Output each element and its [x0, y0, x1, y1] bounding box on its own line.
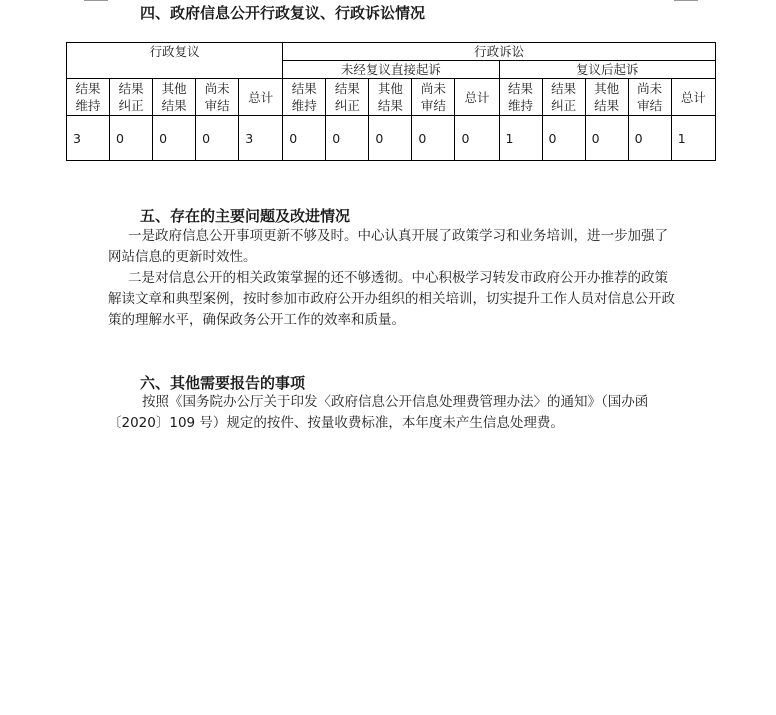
column-header-line: 其他 [161, 81, 187, 96]
header-admin-litigation: 行政诉讼 [283, 43, 716, 61]
column-header-line: 尚未 [204, 81, 230, 96]
review-litigation-table [66, 42, 716, 161]
column-header-14 [628, 79, 671, 116]
column-header-line: 总计 [464, 89, 490, 105]
column-header-line: 维持 [291, 98, 317, 113]
column-header-7 [326, 79, 369, 116]
column-header-10 [455, 79, 499, 116]
value-cell-5: 3 [239, 116, 283, 161]
column-header-line: 结果 [161, 98, 187, 113]
column-header-9 [412, 79, 455, 116]
column-header-line: 尚未 [637, 81, 663, 96]
section5-paragraph-2: 二是对信息公开的相关政策掌握的还不够透彻。中心积极学习转发市政府公开办推荐的政策解读文章和典型案例，按时参加市政府公开办组织的相关培训，切实提升工作人员对信息公开政策的理解水平，确保政务公开工作的效率和质量。 [108, 270, 675, 328]
section5-title: 五、存在的主要问题及改进情况 [140, 207, 351, 225]
column-header-2 [110, 79, 153, 116]
column-header-line: 其他 [377, 81, 403, 96]
column-header-line: 维持 [508, 98, 534, 113]
column-header-15 [671, 79, 715, 116]
column-header-line: 结果 [75, 81, 101, 96]
value-cell-4: 0 [196, 116, 239, 161]
column-header-line: 审结 [420, 98, 446, 113]
header-admin-review: 行政复议 [67, 43, 283, 79]
column-header-line: 纠正 [551, 98, 577, 113]
column-header-line: 总计 [248, 89, 274, 105]
section6-paragraph-1: 按照《国务院办公厅关于印发〈政府信息公开信息处理费管理办法〉的通知》（国办函〔2020〕109 号）规定的按件、按量收费标准，本年度未产生信息处理费。 [108, 394, 649, 431]
value-cell-1: 3 [67, 116, 110, 161]
value-cell-3: 0 [153, 116, 196, 161]
column-header-line: 结果 [551, 81, 577, 96]
column-header-line: 结果 [334, 81, 360, 96]
table-body [67, 43, 716, 161]
section4-title: 四、政府信息公开行政复议、行政诉讼情况 [140, 4, 426, 22]
column-header-line: 审结 [204, 98, 230, 113]
section6-title: 六、其他需要报告的事项 [140, 374, 306, 392]
column-header-line: 纠正 [118, 98, 144, 113]
value-cell-8: 0 [369, 116, 412, 161]
value-cell-7: 0 [326, 116, 369, 161]
value-cell-12: 0 [542, 116, 585, 161]
column-header-line: 纠正 [334, 98, 360, 113]
column-header-line: 结果 [291, 81, 317, 96]
column-header-line: 维持 [75, 98, 101, 113]
value-row [67, 116, 716, 161]
column-header-line: 结果 [377, 98, 403, 113]
column-header-13 [585, 79, 628, 116]
value-cell-13: 0 [585, 116, 628, 161]
column-header-line: 其他 [594, 81, 620, 96]
column-header-line: 审结 [637, 98, 663, 113]
column-header-11 [499, 79, 542, 116]
section5-paragraph-1: 一是政府信息公开事项更新不够及时。中心认真开展了政策学习和业务培训，进一步加强了网站信息的更新时效性。 [108, 228, 668, 265]
subheader-direct-suit: 未经复议直接起诉 [283, 61, 499, 79]
column-header-6 [283, 79, 326, 116]
column-header-5 [239, 79, 283, 116]
subheader-after-review-suit: 复议后起诉 [499, 61, 716, 79]
column-header-line: 结果 [508, 81, 534, 96]
value-cell-11: 1 [499, 116, 542, 161]
column-header-8 [369, 79, 412, 116]
column-header-line: 结果 [118, 81, 144, 96]
column-header-line: 尚未 [420, 81, 446, 96]
value-cell-15: 1 [671, 116, 715, 161]
value-cell-9: 0 [412, 116, 455, 161]
value-cell-2: 0 [110, 116, 153, 161]
column-header-12 [542, 79, 585, 116]
column-header-row [67, 79, 716, 116]
top-rule-right [674, 0, 698, 1]
column-header-line: 结果 [594, 98, 620, 113]
value-cell-10: 0 [455, 116, 499, 161]
value-cell-14: 0 [628, 116, 671, 161]
column-header-1 [67, 79, 110, 116]
column-header-line: 总计 [680, 89, 706, 105]
column-header-4 [196, 79, 239, 116]
column-header-3 [153, 79, 196, 116]
value-cell-6: 0 [283, 116, 326, 161]
top-rule-left [84, 0, 108, 1]
